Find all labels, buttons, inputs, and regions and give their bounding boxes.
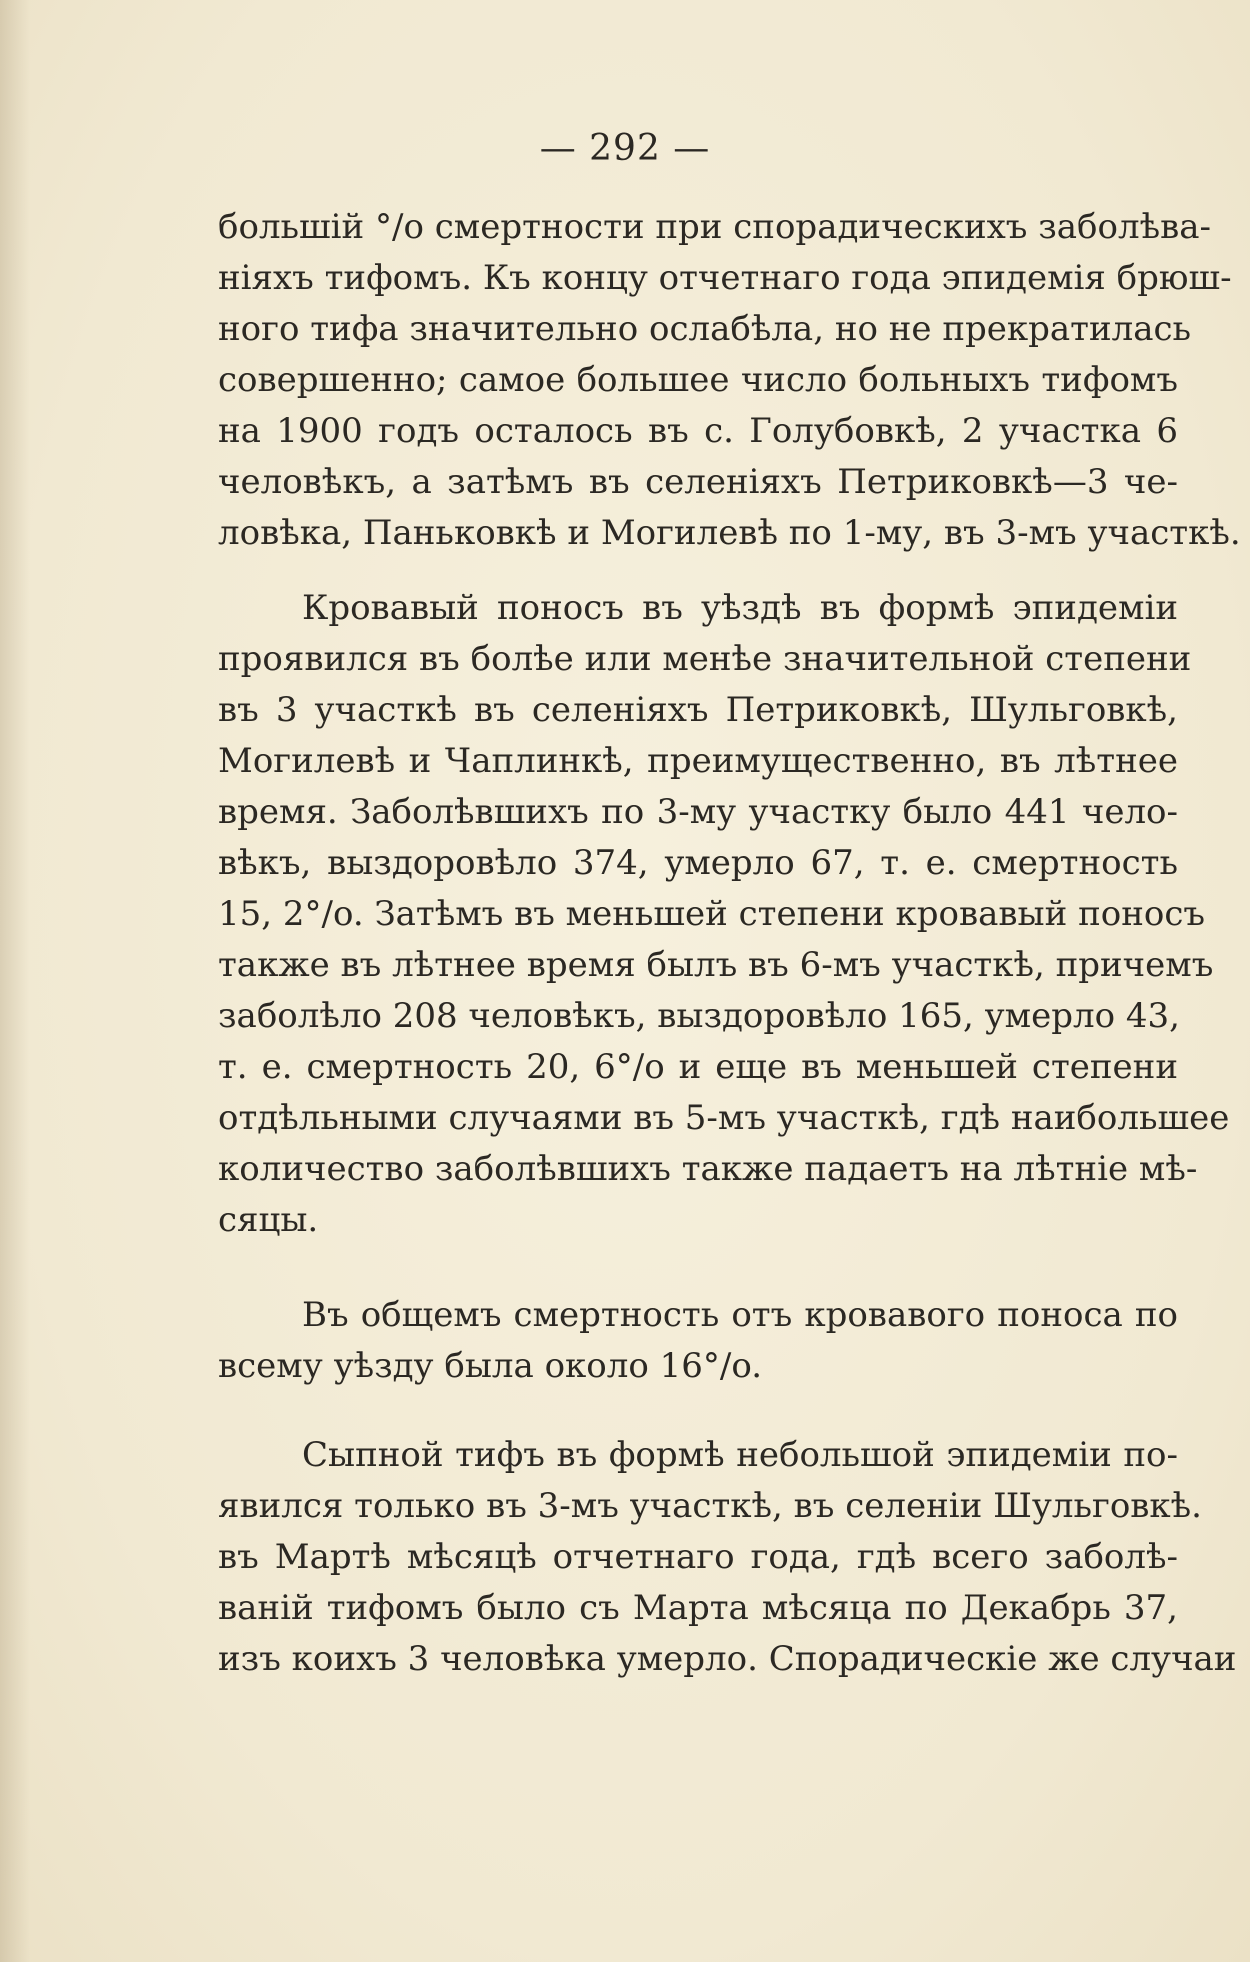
text-line: вѣкъ, выздоровѣло 374, умерло 67, т. е. смертность <box>218 843 1178 883</box>
text-line: т. е. смертность 20, 6°/o и еще въ меньшей степени <box>218 1047 1178 1087</box>
text-line: сяцы. <box>218 1200 319 1240</box>
text-line: Кровавый поносъ въ уѣздѣ въ формѣ эпидеміи <box>302 588 1178 628</box>
text-line: на 1900 годъ осталось въ с. Голубовкѣ, 2 участка 6 <box>218 411 1178 451</box>
paragraph-dysentery <box>218 583 1230 1246</box>
text-line: количество заболѣвшихъ также падаетъ на лѣтніе мѣ- <box>218 1149 1198 1189</box>
paragraph-typhoid-continuation <box>218 202 1241 559</box>
text-line: въ Мартѣ мѣсяцѣ отчетнаго года, гдѣ всего заболѣ- <box>218 1537 1178 1577</box>
text-line: большій °/o смертности при спорадическихъ заболѣва- <box>218 207 1211 247</box>
text-line: ного тифа значительно ослабѣла, но не прекратилась <box>218 309 1192 349</box>
text-line: заболѣло 208 человѣкъ, выздоровѣло 165, умерло 43, <box>218 996 1180 1036</box>
text-line: отдѣльными случаями въ 5-мъ участкѣ, гдѣ наибольшее <box>218 1098 1230 1138</box>
text-line: время. Заболѣвшихъ по 3-му участку было 441 чело- <box>218 792 1178 832</box>
text-line: ваній тифомъ было съ Марта мѣсяца по Декабрь 37, <box>218 1588 1178 1628</box>
text-line: проявился въ болѣе или менѣе значительной степени <box>218 639 1192 679</box>
text-line: человѣкъ, а затѣмъ въ селеніяхъ Петриковкѣ—3 че- <box>218 462 1178 502</box>
text-line: Могилевѣ и Чаплинкѣ, преимущественно, въ лѣтнее <box>218 741 1178 781</box>
text-line: всему уѣзду была около 16°/o. <box>218 1346 763 1386</box>
text-line: Въ общемъ смертность отъ кровавого поноса по <box>302 1295 1178 1335</box>
text-line: ловѣка, Паньковкѣ и Могилевѣ по 1-му, въ 3-мъ участкѣ. <box>218 513 1241 553</box>
text-line: Сыпной тифъ въ формѣ небольшой эпидеміи по- <box>302 1435 1178 1475</box>
paragraph-typhus <box>218 1430 1237 1685</box>
text-line: въ 3 участкѣ въ селеніяхъ Петриковкѣ, Шульговкѣ, <box>218 690 1178 730</box>
text-line: изъ коихъ 3 человѣка умерло. Спорадическіе же случаи <box>218 1639 1237 1679</box>
page-edge-shadow <box>0 0 30 1962</box>
page-number: — 292 — <box>539 128 711 169</box>
text-line: совершенно; самое большее число больныхъ тифомъ <box>218 360 1178 400</box>
text-line: 15, 2°/o. Затѣмъ въ меньшей степени кровавый поносъ <box>218 894 1206 934</box>
text-line: явился только въ 3-мъ участкѣ, въ селеніи Шульговкѣ. <box>218 1486 1202 1526</box>
paragraph-dysentery-mortality <box>218 1290 1178 1392</box>
text-line: также въ лѣтнее время былъ въ 6-мъ участкѣ, причемъ <box>218 945 1214 985</box>
text-line: ніяхъ тифомъ. Къ концу отчетнаго года эпидемія брюш- <box>218 258 1232 298</box>
